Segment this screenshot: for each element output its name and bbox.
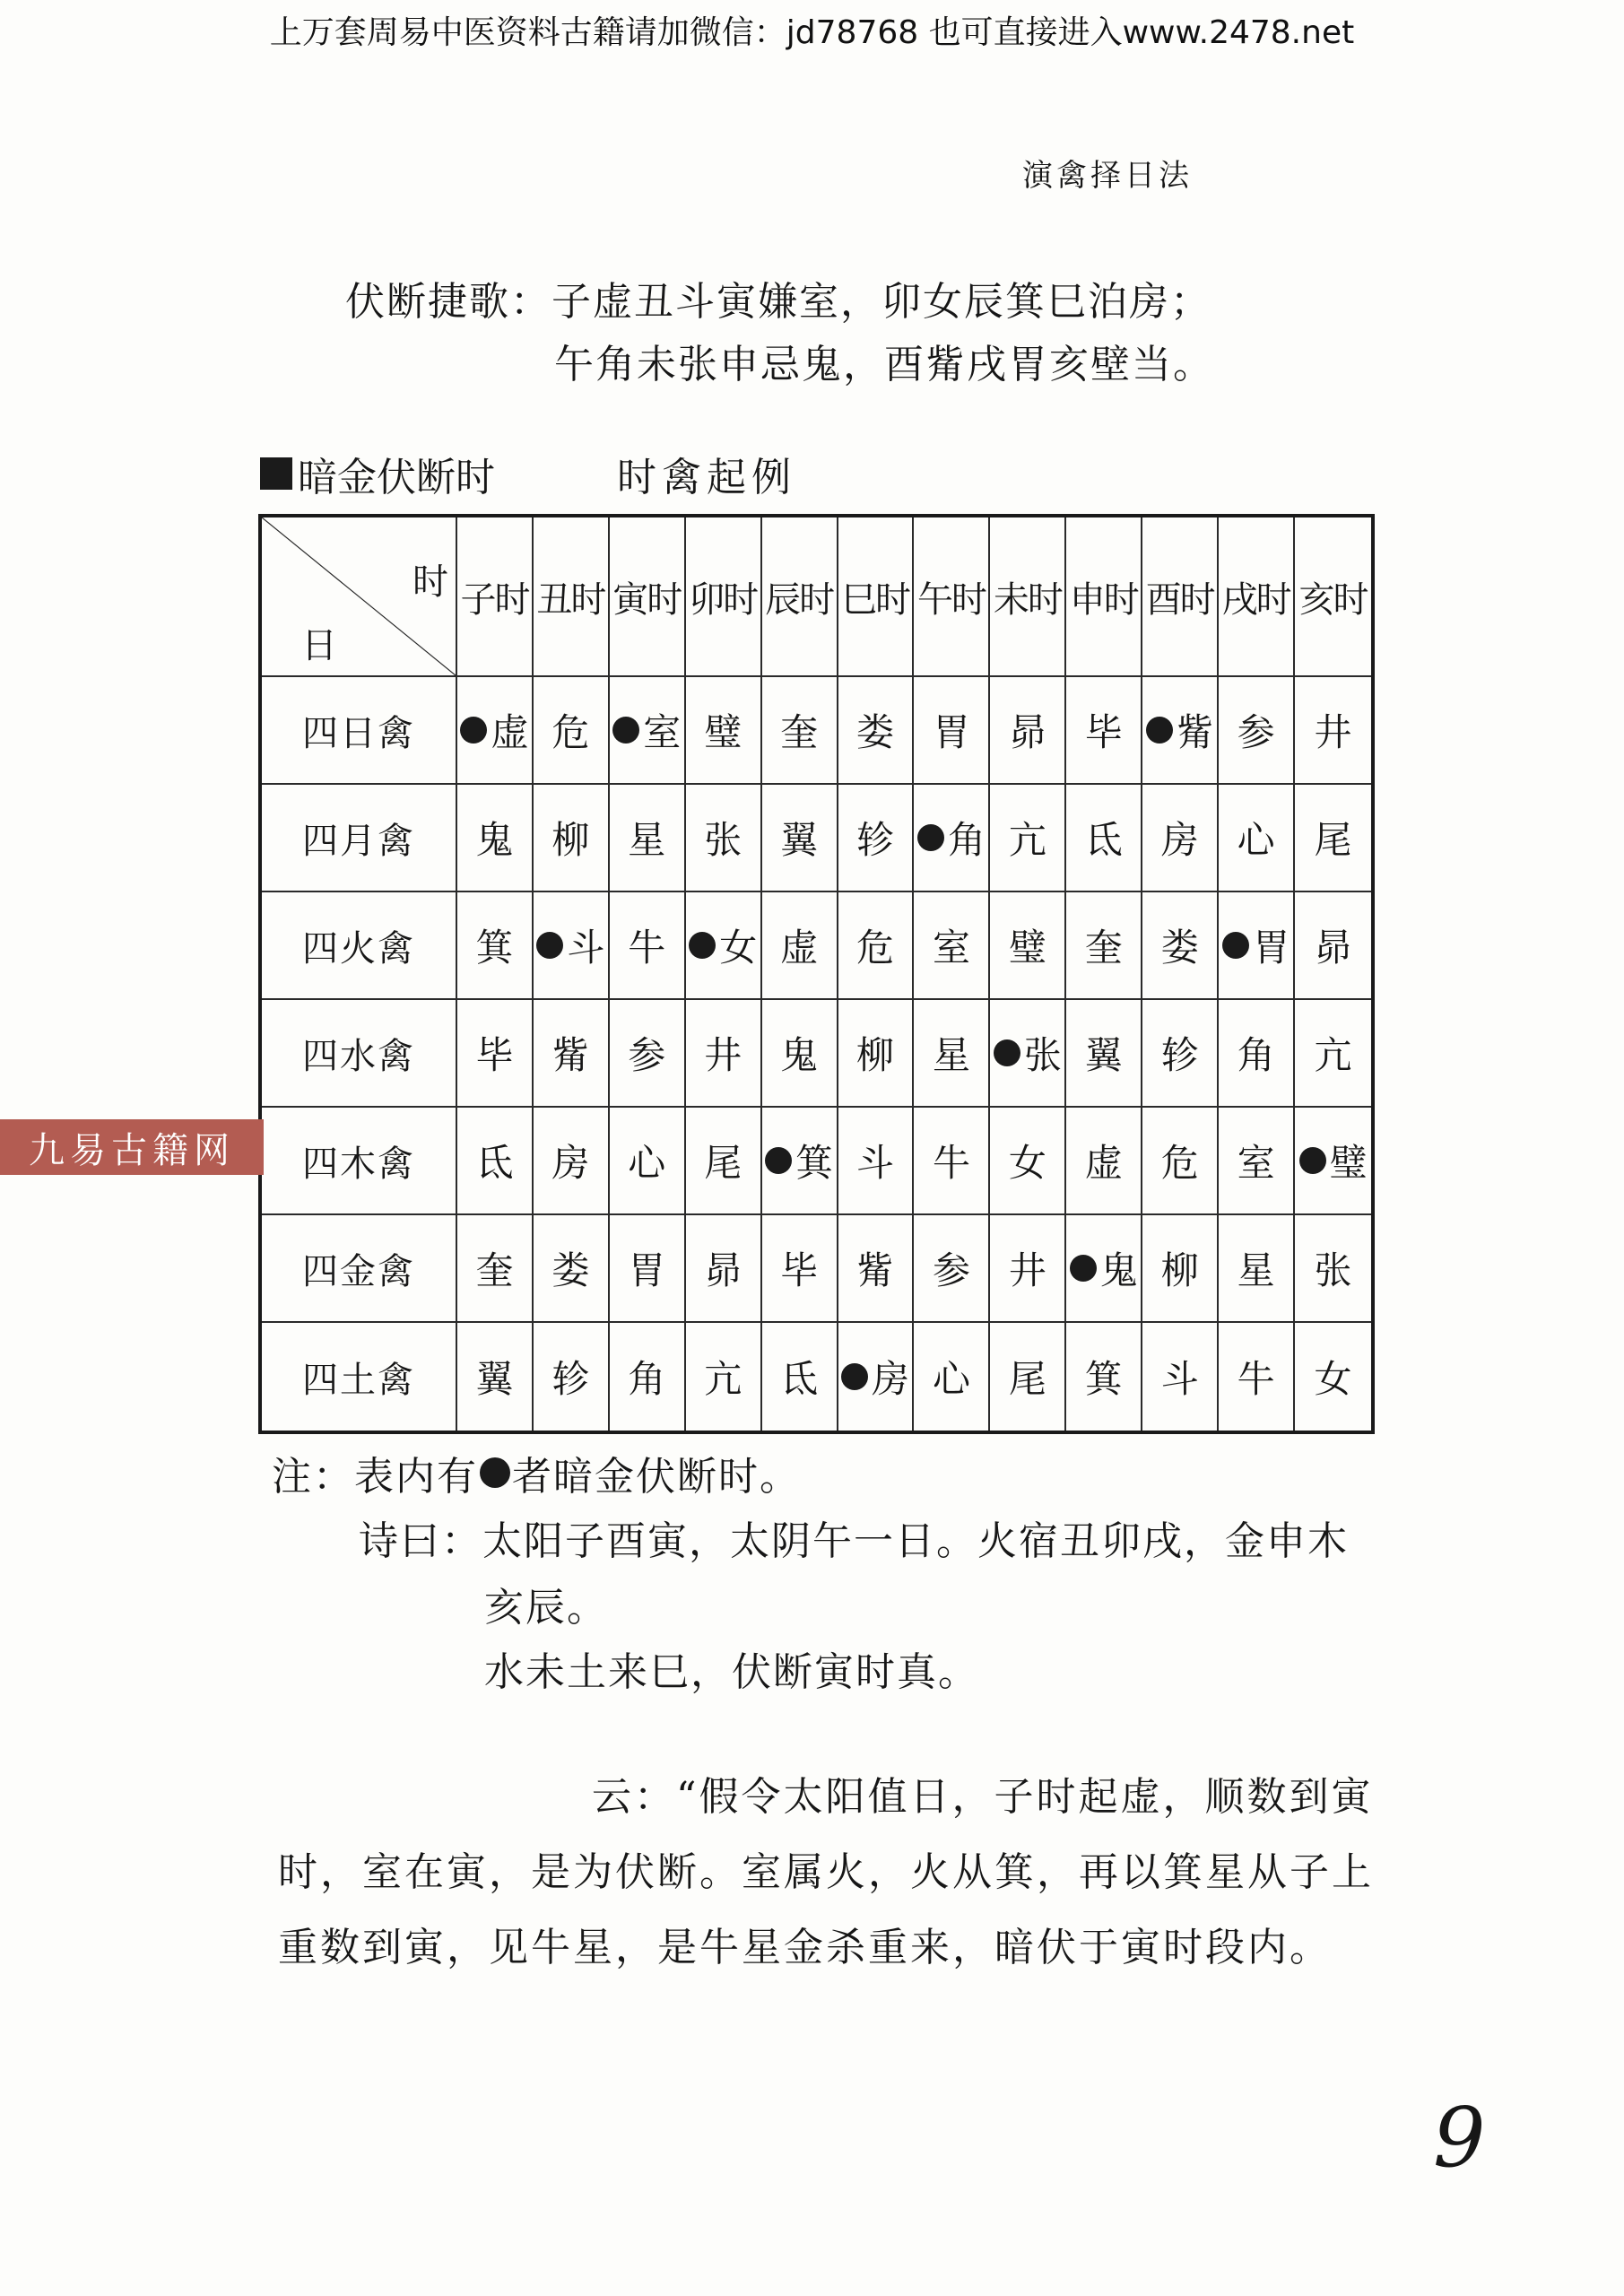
star-name: 奎: [475, 1248, 514, 1292]
star-name: 角: [628, 1357, 666, 1401]
column-header: 亥时: [1295, 517, 1371, 677]
top-banner: 上万套周易中医资料古籍请加微信：jd78768 也可直接进入www.2478.net: [269, 14, 1355, 51]
table-cell: [457, 1215, 534, 1323]
explanation-paragraph: [278, 1760, 1399, 1986]
column-header: 丑时: [534, 517, 610, 677]
star-name: 参: [1237, 710, 1275, 754]
star-name: 参: [932, 1248, 970, 1292]
section-title-a: [260, 445, 495, 502]
black-dot-icon: [1222, 932, 1249, 959]
black-dot-icon: [480, 1457, 510, 1488]
star-name: 箕: [795, 1141, 834, 1185]
poem-line-1: 诗曰：太阳子酉寅，太阴午一日。火宿丑卯戌，金申木: [359, 1518, 1349, 1564]
watermark-badge: 九易古籍网: [0, 1119, 264, 1175]
table-cell: [610, 892, 686, 1000]
star-name: 氐: [1084, 818, 1123, 862]
row-label: 四火禽: [262, 892, 457, 1000]
table-cell: [686, 785, 762, 892]
star-name: 璧: [1329, 1141, 1368, 1185]
star-name: 翼: [1084, 1033, 1123, 1077]
star-name: 危: [551, 710, 590, 754]
black-dot-icon: [689, 932, 716, 959]
star-name: 觜: [551, 1033, 590, 1077]
table-cell: [1142, 785, 1219, 892]
table-cell: [914, 1215, 990, 1323]
paragraph-line-1: 云：“假令太阳值日，子时起虚，顺数到寅: [592, 1774, 1374, 1820]
table-cell: [838, 1323, 915, 1431]
star-name: 觜: [856, 1248, 895, 1292]
corner-label-day: 日: [301, 625, 337, 666]
star-name: 尾: [704, 1141, 743, 1185]
table-cell: [610, 785, 686, 892]
table-cell: [838, 892, 915, 1000]
hour-star-table: [258, 514, 1375, 1434]
star-name: 角: [1237, 1033, 1275, 1077]
star-name: 箕: [1084, 1357, 1123, 1401]
table-cell: [990, 1323, 1066, 1431]
star-name: 房: [1160, 818, 1199, 862]
section-title-b: 时禽起例: [617, 455, 796, 500]
table-cell: [1066, 1000, 1142, 1108]
star-name: 虚: [780, 926, 819, 970]
star-name: 亢: [1008, 818, 1046, 862]
table-cell: [1219, 1323, 1295, 1431]
table-cell: [1142, 1108, 1219, 1215]
table-cell: [1219, 785, 1295, 892]
column-header: 酉时: [1142, 517, 1219, 677]
table-cell: [762, 677, 838, 785]
star-name: 牛: [932, 1141, 970, 1185]
column-header: 巳时: [838, 517, 915, 677]
table-cell: [457, 1323, 534, 1431]
table-cell: [1142, 892, 1219, 1000]
table-cell: [610, 677, 686, 785]
table-corner: [262, 517, 457, 677]
star-name: 氐: [780, 1357, 819, 1401]
black-dot-icon: [765, 1147, 792, 1174]
table-cell: [457, 677, 534, 785]
corner-label-hour: 时: [413, 561, 448, 603]
column-header: 未时: [990, 517, 1066, 677]
column-header: 午时: [914, 517, 990, 677]
table-cell: [457, 892, 534, 1000]
star-name: 娄: [551, 1248, 590, 1292]
verse-line-1: 伏断捷歌：子虚丑斗寅嫌室，卯女辰箕巳泊房；: [345, 279, 1211, 325]
table-cell: [1142, 1323, 1219, 1431]
table-cell: [1066, 785, 1142, 892]
star-name: 星: [628, 818, 666, 862]
table-cell: [534, 1323, 610, 1431]
table-cell: [1219, 1215, 1295, 1323]
star-name: 房: [872, 1357, 910, 1401]
table-cell: [686, 1215, 762, 1323]
table-cell: [534, 1215, 610, 1323]
star-name: 房: [551, 1141, 590, 1185]
star-name: 斗: [1160, 1357, 1199, 1401]
row-label: 四水禽: [262, 1000, 457, 1108]
table-cell: [838, 677, 915, 785]
table-cell: [838, 785, 915, 892]
table-cell: [534, 892, 610, 1000]
table-cell: [686, 1108, 762, 1215]
table-cell: [990, 1215, 1066, 1323]
table-cell: [1295, 677, 1371, 785]
star-name: 毕: [475, 1033, 514, 1077]
table-cell: [1295, 1215, 1371, 1323]
star-name: 娄: [1160, 926, 1199, 970]
table-cell: [1142, 1000, 1219, 1108]
table-cell: [762, 1108, 838, 1215]
table-cell: [762, 785, 838, 892]
star-name: 轸: [551, 1357, 590, 1401]
star-name: 毕: [1084, 710, 1123, 754]
table-cell: [534, 785, 610, 892]
table-cell: [457, 1108, 534, 1215]
table-cell: [914, 1000, 990, 1108]
column-header: 申时: [1066, 517, 1142, 677]
table-cell: [610, 1323, 686, 1431]
star-name: 昴: [704, 1248, 743, 1292]
column-header: 子时: [457, 517, 534, 677]
star-name: 奎: [1084, 926, 1123, 970]
star-name: 女: [1008, 1141, 1046, 1185]
table-cell: [990, 785, 1066, 892]
table-cell: [990, 1108, 1066, 1215]
star-name: 女: [1314, 1357, 1352, 1401]
star-name: 心: [628, 1141, 666, 1185]
table-note: [272, 1444, 801, 1501]
black-dot-icon: [1146, 717, 1173, 744]
table-cell: [610, 1000, 686, 1108]
star-name: 斗: [567, 926, 605, 970]
table-cell: [1295, 1000, 1371, 1108]
star-name: 井: [1008, 1248, 1046, 1292]
table-cell: [838, 1108, 915, 1215]
star-name: 角: [947, 818, 986, 862]
table-cell: [990, 677, 1066, 785]
black-dot-icon: [536, 932, 563, 959]
table-cell: [1219, 892, 1295, 1000]
section-title-a-text: 暗金伏断时: [298, 455, 495, 500]
table-cell: [1066, 1323, 1142, 1431]
row-label: 四土禽: [262, 1323, 457, 1431]
star-name: 胃: [628, 1248, 666, 1292]
star-name: 女: [719, 926, 758, 970]
star-name: 危: [856, 926, 895, 970]
star-name: 牛: [1237, 1357, 1275, 1401]
black-dot-icon: [1299, 1147, 1326, 1174]
star-name: 柳: [551, 818, 590, 862]
star-name: 璧: [704, 710, 743, 754]
star-name: 昴: [1314, 926, 1352, 970]
star-name: 鬼: [780, 1033, 819, 1077]
star-name: 张: [704, 818, 743, 862]
star-name: 轸: [856, 818, 895, 862]
table-cell: [762, 1000, 838, 1108]
star-name: 虚: [491, 710, 529, 754]
poem-line-3: 水未土来巳，伏断寅时真。: [484, 1649, 979, 1695]
square-bullet-icon: [260, 457, 292, 490]
row-label: 四木禽: [262, 1108, 457, 1215]
star-name: 参: [628, 1033, 666, 1077]
table-cell: [914, 1323, 990, 1431]
star-name: 奎: [780, 710, 819, 754]
table-cell: [762, 1323, 838, 1431]
star-name: 室: [932, 926, 970, 970]
star-name: 斗: [856, 1141, 895, 1185]
table-cell: [914, 677, 990, 785]
star-name: 璧: [1008, 926, 1046, 970]
star-name: 鬼: [475, 818, 514, 862]
column-header: 寅时: [610, 517, 686, 677]
table-cell: [1295, 785, 1371, 892]
black-dot-icon: [994, 1039, 1020, 1066]
black-dot-icon: [841, 1363, 868, 1390]
star-name: 轸: [1160, 1033, 1199, 1077]
star-name: 危: [1160, 1141, 1199, 1185]
running-head: 演禽择日法: [1022, 158, 1193, 194]
star-name: 娄: [856, 710, 895, 754]
table-cell: [1066, 892, 1142, 1000]
table-cell: [914, 785, 990, 892]
table-cell: [1219, 1000, 1295, 1108]
star-name: 柳: [856, 1033, 895, 1077]
table-cell: [1066, 1215, 1142, 1323]
table-cell: [1295, 892, 1371, 1000]
table-cell: [1066, 1108, 1142, 1215]
table-note-prefix: 注：表内有: [272, 1454, 478, 1500]
star-name: 箕: [475, 926, 514, 970]
star-name: 柳: [1160, 1248, 1199, 1292]
black-dot-icon: [612, 717, 639, 744]
column-header: 卯时: [686, 517, 762, 677]
star-name: 室: [1237, 1141, 1275, 1185]
star-name: 心: [932, 1357, 970, 1401]
table-cell: [534, 1108, 610, 1215]
star-name: 张: [1023, 1033, 1062, 1077]
star-name: 亢: [704, 1357, 743, 1401]
table-cell: [1295, 1108, 1371, 1215]
star-name: 翼: [475, 1357, 514, 1401]
star-name: 胃: [1252, 926, 1290, 970]
table-cell: [610, 1108, 686, 1215]
star-name: 张: [1314, 1248, 1352, 1292]
table-cell: [610, 1215, 686, 1323]
star-name: 觜: [1176, 710, 1214, 754]
table-cell: [686, 1323, 762, 1431]
table-cell: [914, 892, 990, 1000]
poem-line-2: 亥辰。: [484, 1585, 608, 1631]
star-name: 胃: [932, 710, 970, 754]
star-name: 昴: [1008, 710, 1046, 754]
table-cell: [534, 677, 610, 785]
table-cell: [1219, 1108, 1295, 1215]
table-cell: [457, 1000, 534, 1108]
table-cell: [686, 677, 762, 785]
star-name: 尾: [1314, 818, 1352, 862]
star-name: 星: [1237, 1248, 1275, 1292]
table-cell: [686, 1000, 762, 1108]
row-label: 四月禽: [262, 785, 457, 892]
black-dot-icon: [1070, 1255, 1097, 1282]
star-name: 尾: [1008, 1357, 1046, 1401]
table-cell: [1066, 677, 1142, 785]
star-name: 氐: [475, 1141, 514, 1185]
table-note-suffix: 者暗金伏断时。: [512, 1454, 801, 1500]
table-cell: [990, 892, 1066, 1000]
star-name: 牛: [628, 926, 666, 970]
paragraph-line-2: 时，室在寅，是为伏断。室属火，火从箕，再以箕星从子上: [278, 1849, 1374, 1895]
table-cell: [1142, 1215, 1219, 1323]
star-name: 井: [1314, 710, 1352, 754]
star-name: 亢: [1314, 1033, 1352, 1077]
table-cell: [1142, 677, 1219, 785]
verse-line-2: 午角未张申忌鬼，酉觜戌胃亥壁当。: [554, 342, 1214, 387]
black-dot-icon: [917, 824, 944, 851]
table-cell: [914, 1108, 990, 1215]
star-name: 翼: [780, 818, 819, 862]
table-cell: [686, 892, 762, 1000]
table-cell: [838, 1215, 915, 1323]
star-name: 毕: [780, 1248, 819, 1292]
column-header: 辰时: [762, 517, 838, 677]
column-header: 戌时: [1219, 517, 1295, 677]
table-cell: [1295, 1323, 1371, 1431]
paragraph-line-3: 重数到寅，见牛星，是牛星金杀重来，暗伏于寅时段内。: [278, 1925, 1332, 1970]
star-name: 鬼: [1099, 1248, 1138, 1292]
table-cell: [990, 1000, 1066, 1108]
star-name: 虚: [1084, 1141, 1123, 1185]
table-cell: [762, 892, 838, 1000]
star-name: 井: [704, 1033, 743, 1077]
star-name: 心: [1237, 818, 1275, 862]
star-name: 星: [932, 1033, 970, 1077]
table-cell: [838, 1000, 915, 1108]
table-cell: [534, 1000, 610, 1108]
star-name: 室: [643, 710, 682, 754]
row-label: 四金禽: [262, 1215, 457, 1323]
black-dot-icon: [460, 717, 487, 744]
table-cell: [457, 785, 534, 892]
page-number: 9: [1433, 2090, 1486, 2186]
table-cell: [1219, 677, 1295, 785]
table-cell: [762, 1215, 838, 1323]
row-label: 四日禽: [262, 677, 457, 785]
